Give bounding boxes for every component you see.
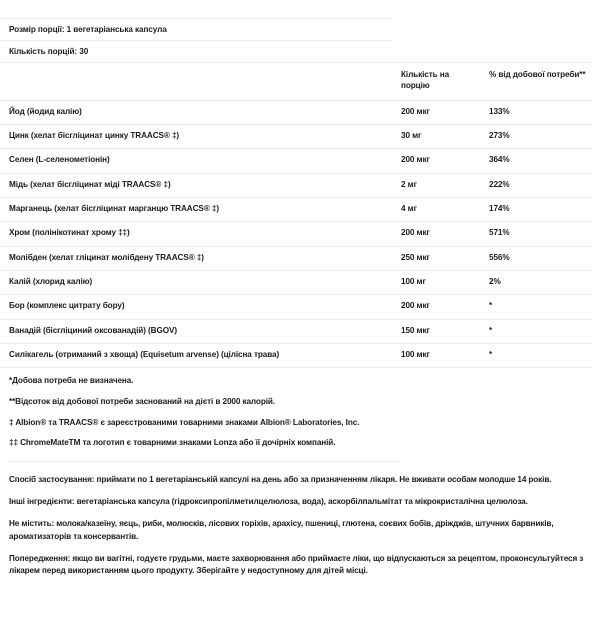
table-row (0, 197, 592, 221)
directions-paragraph: Спосіб застосування: приймати по 1 вегетаріанській капсулі на день або за призначенням лікаря. Не вживати особам молодше 14 років. (9, 474, 552, 484)
footnotes-block (0, 368, 600, 462)
nutrient-daily-value: 571% (480, 222, 592, 246)
footnote: *Добова потреба не визначена. (9, 375, 134, 385)
supplement-facts-panel (0, 18, 600, 579)
nutrient-name: Силікагель (отриманий з хвоща) (Equisetum arvense) (цілісна трава) (0, 343, 392, 367)
nutrient-facts-table (0, 62, 592, 368)
table-row (0, 343, 592, 367)
column-header-amount: Кількість на порцію (392, 63, 480, 101)
nutrient-name: Селен (L-селенометіонін) (0, 149, 392, 173)
nutrient-name: Калій (хлорид калію) (0, 270, 392, 294)
nutrient-amount: 30 мг (392, 124, 480, 148)
table-body (0, 100, 592, 368)
nutrient-name: Бор (комплекс цитрату бору) (0, 295, 392, 319)
nutrient-amount: 150 мкг (392, 319, 480, 343)
serving-information (0, 18, 600, 62)
table-row (0, 295, 592, 319)
nutrient-daily-value: 174% (480, 197, 592, 221)
nutrient-daily-value: * (480, 295, 592, 319)
nutrient-daily-value: 222% (480, 173, 592, 197)
footnote: ‡‡ ChromeMateTM та логотип є товарними знаками Lonza або її дочірніх компаній. (9, 438, 336, 448)
table-row (0, 270, 592, 294)
table-row (0, 319, 592, 343)
nutrient-name: Молібден (хелат гліцинат молібдену TRAACS® ‡) (0, 246, 392, 270)
column-header-daily-value: % від добової потреби** (480, 63, 592, 101)
column-header-name (0, 63, 392, 101)
nutrient-daily-value: * (480, 319, 592, 343)
nutrient-name: Цинк (хелат бісгліцинат цинку TRAACS® ‡) (0, 124, 392, 148)
nutrient-amount: 4 мг (392, 197, 480, 221)
nutrient-name: Марганець (хелат бісгліцинат марганцю TRAACS® ‡) (0, 197, 392, 221)
nutrient-amount: 200 мкг (392, 295, 480, 319)
table-header-row (0, 63, 592, 101)
footnote: ‡ Albion® та TRAACS® є зареєстрованими товарними знаками Albion® Laboratories, Inc. (9, 417, 360, 427)
nutrient-amount: 200 мкг (392, 149, 480, 173)
table-row (0, 173, 592, 197)
usage-information-block (0, 462, 600, 579)
serving-count-line: Кількість порцій: 30 (9, 47, 89, 56)
table-head (0, 63, 592, 101)
nutrient-amount: 2 мг (392, 173, 480, 197)
table-row (0, 124, 592, 148)
table-row (0, 100, 592, 124)
other-ingredients-paragraph: Інші інгредієнти: вегетаріанська капсула (гідроксипропілметилцелюлоза, вода), аскорбілпальмітат та мікрокристалічна целюлоза. (9, 497, 528, 507)
nutrient-daily-value: 364% (480, 149, 592, 173)
nutrient-daily-value: * (480, 343, 592, 367)
nutrient-name: Йод (йодид калію) (0, 100, 392, 124)
nutrient-amount: 100 мкг (392, 343, 480, 367)
serving-size-line: Розмір порції: 1 вегетаріанська капсула (9, 25, 167, 34)
warning-paragraph: Попередження: якщо ви вагітні, годуєте грудьми, маєте захворювання або приймаєте ліки, що відпускаються за рецептом, проконсультуйтеся з лікарем перед використанням цього продукту. Зберігайте у недоступному для дітей місці. (9, 554, 584, 576)
table-row (0, 246, 592, 270)
nutrient-daily-value: 133% (480, 100, 592, 124)
nutrient-daily-value: 273% (480, 124, 592, 148)
nutrient-name: Хром (полінікотинат хрому ‡‡) (0, 222, 392, 246)
nutrient-amount: 200 мкг (392, 100, 480, 124)
nutrient-name: Ванадій (бісгліциний оксованадій) (BGOV) (0, 319, 392, 343)
free-from-paragraph: Не містить: молока/казеїну, яєць, риби, молюсків, лісових горіхів, арахісу, пшениці, глютена, соєвих бобів, дріжджів, штучних барвників, ароматизаторів та консервантів. (9, 519, 554, 541)
nutrient-daily-value: 556% (480, 246, 592, 270)
nutrient-amount: 200 мкг (392, 222, 480, 246)
footnote: **Відсоток від добової потреби заснований на дієті в 2000 калорій. (9, 396, 276, 406)
nutrient-name: Мідь (хелат бісгліцинат міді TRAACS® ‡) (0, 173, 392, 197)
table-row (0, 222, 592, 246)
nutrient-amount: 250 мкг (392, 246, 480, 270)
table-row (0, 149, 592, 173)
nutrient-amount: 100 мг (392, 270, 480, 294)
nutrient-daily-value: 2% (480, 270, 592, 294)
